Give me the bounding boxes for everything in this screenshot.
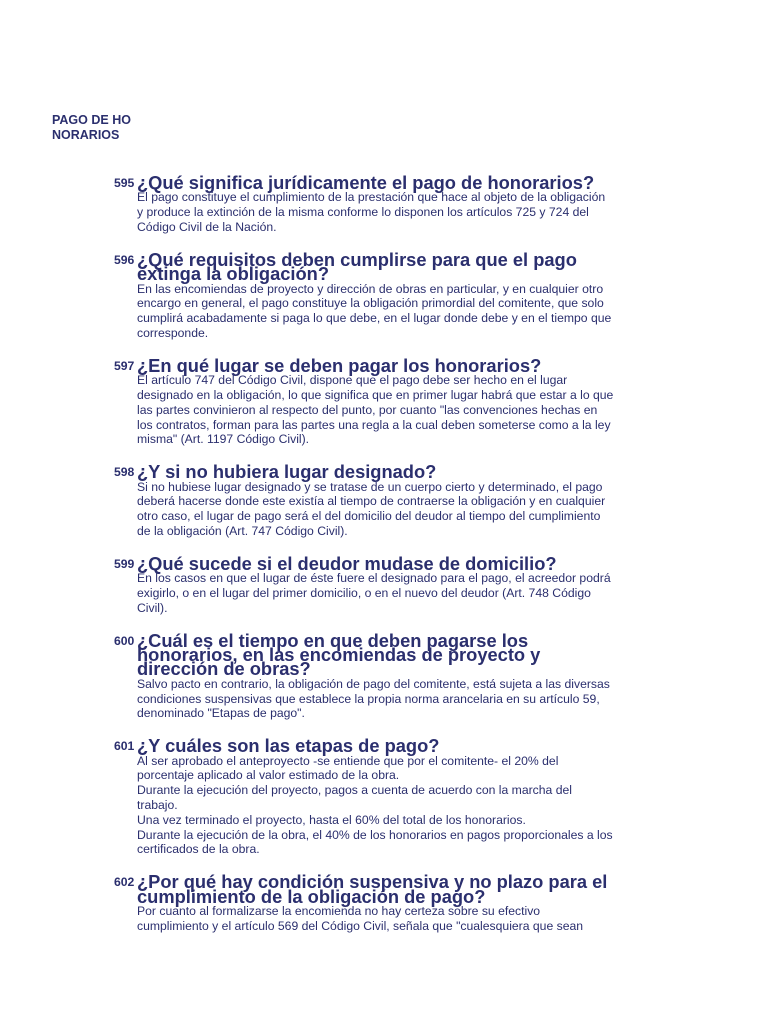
question-number: 598	[114, 465, 135, 480]
question-number: 600	[114, 633, 135, 648]
answer	[137, 373, 614, 447]
qa-item	[114, 629, 614, 722]
answer	[137, 282, 614, 341]
qa-item	[114, 354, 614, 447]
qa-item	[114, 248, 614, 341]
answer-paragraph: Salvo pacto en contrario, la obligación de pago del comitente, está sujeta a las diversas condiciones suspensivas que establece la propia norma arancelaria en su artículo 59, denominado "Etapas de pago".	[137, 676, 610, 721]
question-number: 597	[114, 358, 135, 373]
question-number: 602	[114, 875, 135, 890]
answer-paragraph: Durante la ejecución del proyecto, pagos a cuenta de acuerdo con la marcha del trabajo.	[137, 783, 572, 812]
question-text: ¿Cuál es el tiempo en que deben pagarse los honorarios, en las encomiendas de proyecto y dirección de obras?	[137, 629, 541, 680]
question-text: ¿Qué significa jurídicamente el pago de honorarios?	[137, 172, 595, 193]
question-row	[114, 461, 614, 483]
answer	[137, 190, 614, 234]
qa-item	[114, 735, 614, 857]
question-number: 596	[114, 252, 135, 267]
answer-paragraph: Durante la ejecución de la obra, el 40% de los honorarios en pagos proporcionales a los certificados de la obra.	[137, 827, 613, 857]
section-title: PAGO DE HONORARIOS	[52, 113, 131, 142]
answer-paragraph: En los casos en que el lugar de éste fuere el designado para el pago, el acreedor podrá exigirlo, o en el lugar del primer domicilio, o en el nuevo del deudor (Art. 748 Código Civil).	[137, 571, 611, 615]
answer-paragraph: Si no hubiese lugar designado y se tratase de un cuerpo cierto y determinado, el pago deberá hacerse donde este existía al tiempo de contraerse la obligación y en cualquier otro caso, el lugar de pago será el del domicilio del deudor al tiempo del cumplimiento de la obligación (Art. 747 Código Civil).	[137, 479, 606, 538]
answer	[137, 571, 614, 615]
question-row	[114, 871, 614, 907]
answer	[137, 480, 614, 539]
question-row	[114, 629, 614, 680]
question-text: ¿Y cuáles son las etapas de pago?	[137, 735, 440, 757]
question-number: 599	[114, 556, 135, 571]
qa-item	[114, 461, 614, 539]
answer-paragraph: Una vez terminado el proyecto, hasta el 60% del total de los honorarios.	[137, 812, 526, 827]
question-row	[114, 354, 614, 376]
question-row	[114, 172, 614, 193]
question-text: ¿Y si no hubiera lugar designado?	[137, 461, 437, 483]
answer	[137, 754, 614, 858]
question-row	[114, 552, 614, 574]
question-number: 601	[114, 739, 135, 754]
answer-paragraph: Por cuanto al formalizarse la encomienda no hay certeza sobre su efectivo cumplimiento y el artículo 569 del Código Civil, señala que "cualesquiera que sean	[137, 903, 584, 933]
qa-list	[114, 172, 614, 952]
question-row	[114, 248, 614, 285]
question-text: ¿En qué lugar se deben pagar los honorarios?	[137, 354, 542, 376]
answer-paragraph: Al ser aprobado el anteproyecto -se entiende que por el comitente- el 20% del porcentaje aplicado al valor estimado de la obra.	[137, 753, 559, 783]
answer	[137, 677, 614, 721]
question-text: ¿Por qué hay condición suspensiva y no plazo para el cumplimiento de la obligación de pago?	[137, 871, 608, 907]
answer	[137, 904, 614, 934]
answer-paragraph: En las encomiendas de proyecto y dirección de obras en particular, y en cualquier otro encargo en general, el pago constituye la obligación primordial del comitente, que solo cumplirá acabadamente si paga lo que debe, en el lugar donde debe y en el tiempo que corresponde.	[137, 281, 612, 340]
answer-paragraph: El pago constituye el cumplimiento de la prestación que hace al objeto de la obligación y produce la extinción de la misma conforme lo disponen los artículos 725 y 724 del Código Civil de la Nación.	[137, 190, 606, 234]
answer-paragraph: El artículo 747 del Código Civil, dispone que el pago debe ser hecho en el lugar designado en la obligación, lo que significa que en primer lugar habrá que estar a lo que las partes convinieron al respecto del punto, por cuanto "las convenciones hechas en los contratos, forman para las partes una regla a la cual deben someterse como a la ley misma" (Art. 1197 Código Civil).	[137, 373, 614, 447]
qa-item	[114, 172, 614, 235]
question-row	[114, 735, 614, 757]
question-text: ¿Qué sucede si el deudor mudase de domicilio?	[137, 552, 557, 574]
qa-item	[114, 871, 614, 933]
question-number: 595	[114, 176, 135, 190]
qa-item	[114, 552, 614, 616]
question-text: ¿Qué requisitos deben cumplirse para que el pago extinga la obligación?	[137, 248, 577, 285]
